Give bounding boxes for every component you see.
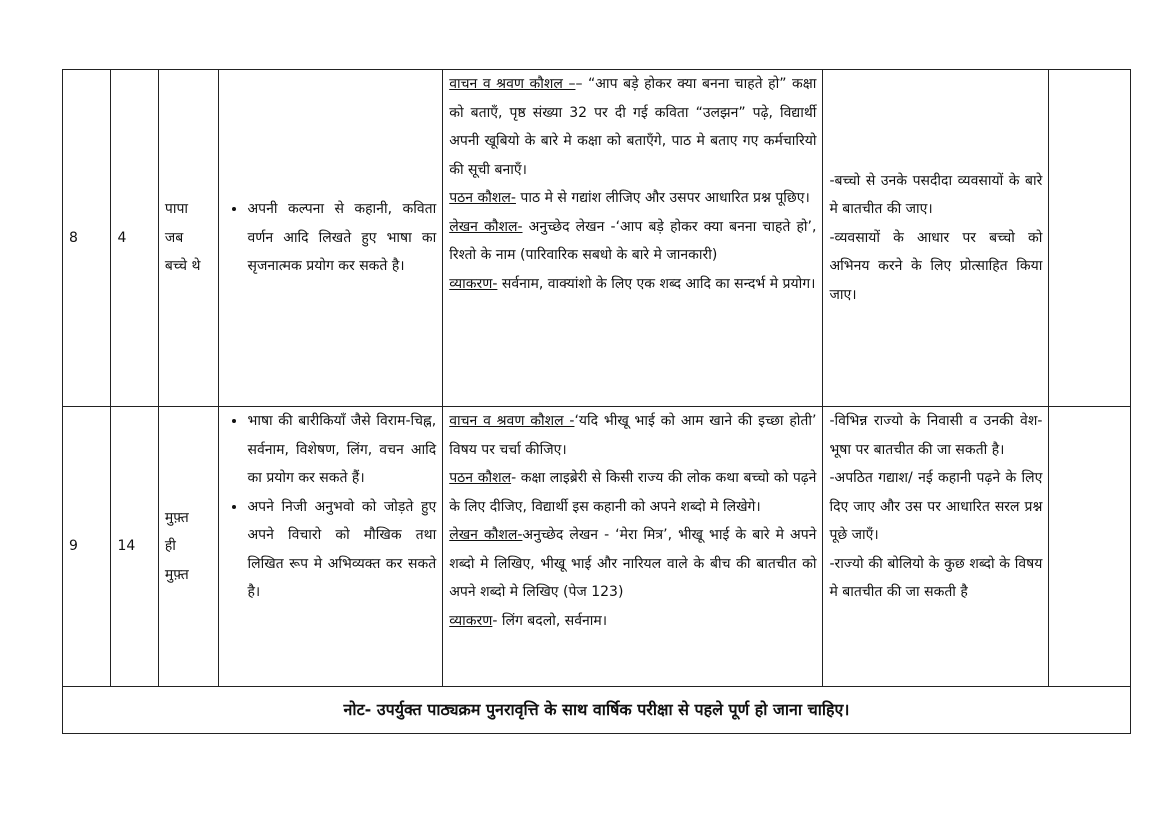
activity-item [449,184,816,213]
lesson-cell [158,70,219,407]
blank-cell [1049,407,1131,687]
lesson-name-line: बच्चे थे [164,258,201,275]
activity-text: - कक्षा लाइब्रेरी से किसी राज्य की लोक कथा बच्चो को पढ़ने के लिए दीजिए, विद्यार्थी इस कहानी को अपने शब्दो मे लिखेगे। [449,470,817,515]
activity-item [449,270,816,299]
tip-item: -व्यवसायों के आधार पर बच्चो को अभिनय करने के लिए प्रोत्साहित किया जाए। [829,229,1043,303]
serial-number-cell [63,407,111,687]
activity-item [449,607,816,636]
activity-label: पठन कौशल [449,470,512,486]
tip-item: -अपठित गद्याश/ नई कहानी पढ़ने के लिए दिए जाए और उस पर आधारित सरल प्रश्न पूछे जाएँ। [829,470,1043,543]
lesson-name-line: जब [164,229,184,246]
activity-label: व्याकरण [449,612,493,629]
note-text: नोट- उपर्युक्त पाठ्यक्रम पुनरावृत्ति के साथ वार्षिक परीक्षा से पहले पूर्ण हो जाना चाहिए। [63,687,1131,734]
objective-item: • अपनी कल्पना से कहानी, कविता वर्णन आदि लिखते हुए भाषा का सृजनात्मक प्रयोग कर सकते है। [247,195,436,281]
lesson-name-line: ही [164,538,176,555]
activities-cell [443,407,823,687]
activity-text: - लिंग बदलो, सर्वनाम। [492,612,608,629]
tip-item: -बच्चो से उनके पसदीदा व्यवसायों के बारे मे बातचीत की जाए। [829,172,1043,218]
serial-number: 8 [69,229,78,246]
activity-label: वाचन व श्रवण कौशल - [449,413,575,429]
activity-text: अनुच्छेद लेखन - ‘मेरा मित्र’, भीखू भाई के बारे मे अपने शब्दो मे लिखिए, भीखू भाई और नारियल वाले के बीच की बातचीत को अपने शब्दो मे लिखिए (पेज 123) [449,527,817,600]
periods-cell [111,70,158,407]
activity-item [449,213,816,270]
activity-text: पाठ मे से गद्यांश लीजिए और उसपर आधारित प्रश्न पूछिए। [515,190,810,206]
activity-text: अनुच्छेद लेखन -‘आप बड़े होकर क्या बनना चाहते हो’, रिश्तो के नाम (पारिवारिक सबधो के बारे मे जानकारी) [449,218,817,263]
activity-text: सर्वनाम, वाक्यांशो के लिए एक शब्द आदि का सन्दर्भ मे प्रयोग। [497,275,816,292]
tip-item: -राज्यो की बोलियो के कुछ शब्दो के विषय मे बातचीत की जा सकती है [829,555,1043,600]
objectives-cell [219,70,443,407]
table-row [63,70,1131,407]
tip-item: -विभिन्न राज्यो के निवासी व उनकी वेश-भूषा पर बातचीत की जा सकती है। [829,413,1043,458]
periods-cell [111,407,158,687]
lesson-name-line: मुफ़्त [164,509,189,526]
blank-cell [1049,70,1131,407]
tips-cell [823,407,1049,687]
serial-number: 9 [69,538,78,555]
objective-item: • अपने निजी अनुभवो को जोड़ते हुए अपने विचारो को मौखिक तथा लिखित रूप मे अभिव्यक्त कर सकते है। [247,493,436,607]
activity-text: – “आप बड़े होकर क्या बनना चाहते हो” कक्षा को बताएँ, पृष्ठ संख्या 32 पर दी गई कविता “उलझन” पढ़े, विद्यार्थी अपनी खूबियो के बारे मे कक्षा को बताएँगे, पाठ मे बताए गए कर्मचारियो की सूची बनाएँ। [449,76,817,178]
activity-item [449,407,816,464]
activity-item [449,70,816,184]
activity-label: वाचन व श्रवण कौशल – [449,76,576,92]
lesson-name-line: पापा [164,201,189,218]
activity-label: लेखन कौशल- [449,218,523,235]
table-row [63,407,1131,687]
serial-number-cell [63,70,111,407]
objective-item: • भाषा की बारीकियाँ जैसे विराम-चिह्न, सर्वनाम, विशेषण, लिंग, वचन आदि का प्रयोग कर सकते हैं। [247,407,436,493]
activity-label: पठन कौशल- [449,190,516,206]
activity-text: ‘यदि भीखू भाई को आम खाने की इच्छा होती’ विषय पर चर्चा कीजिए। [449,413,817,458]
activities-cell [443,70,823,407]
periods-count: 14 [117,538,136,555]
activity-item [449,521,816,607]
tips-cell [823,70,1049,407]
activity-label: लेखन कौशल- [449,527,523,543]
objectives-cell [219,407,443,687]
periods-count: 4 [117,229,127,246]
lesson-name-line: मुफ़्त [164,566,189,583]
activity-item [449,464,816,521]
note-row [63,687,1131,734]
lesson-cell [158,407,219,687]
activity-label: व्याकरण- [449,275,498,292]
syllabus-table [62,69,1131,734]
